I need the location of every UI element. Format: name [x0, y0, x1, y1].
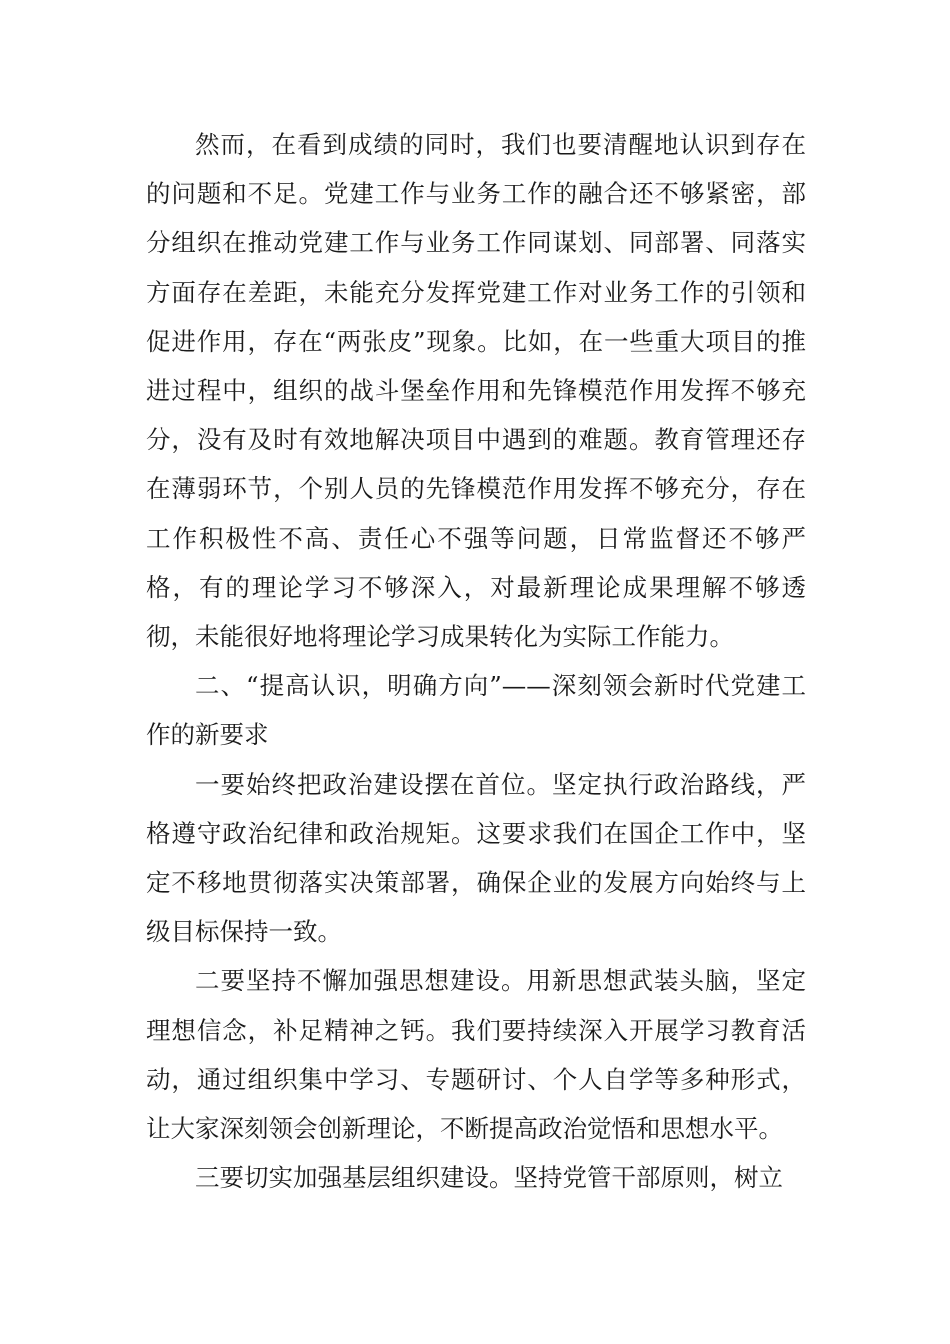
paragraph-ideological-construction: 二要坚持不懈加强思想建设。用新思想武装头脑，坚定理想信念，补足精神之钙。我们要持续深入开展学习教育活动，通过组织集中学习、专题研讨、个人自学等多种形式，让大家深刻领会创新理论，不断提高政治觉悟和思想水平。	[146, 966, 806, 1144]
paragraph-political-construction: 一要始终把政治建设摆在首位。坚定执行政治路线，严格遵守政治纪律和政治规矩。这要求我们在国企工作中，坚定不移地贯彻落实决策部署，确保企业的发展方向始终与上级目标保持一致。	[146, 769, 806, 947]
section-heading-two: 二、“提高认识，明确方向”——深刻领会新时代党建工作的新要求	[146, 671, 806, 750]
paragraph-grassroots-organization: 三要切实加强基层组织建设。坚持党管干部原则，树立	[195, 1163, 783, 1193]
document-page	[146, 120, 806, 1202]
paragraph-problems: 然而，在看到成绩的同时，我们也要清醒地认识到存在的问题和不足。党建工作与业务工作的融合还不够紧密，部分组织在推动党建工作与业务工作同谋划、同部署、同落实方面存在差距，未能充分发挥党建工作对业务工作的引领和促进作用，存在“两张皮”现象。比如，在一些重大项目的推进过程中，组织的战斗堡垒作用和先锋模范作用发挥不够充分，没有及时有效地解决项目中遇到的难题。教育管理还存在薄弱环节，个别人员的先锋模范作用发挥不够充分，存在工作积极性不高、责任心不强等问题，日常监督还不够严格，有的理论学习不够深入，对最新理论成果理解不够透彻，未能很好地将理论学习成果转化为实际工作能力。	[146, 130, 806, 652]
